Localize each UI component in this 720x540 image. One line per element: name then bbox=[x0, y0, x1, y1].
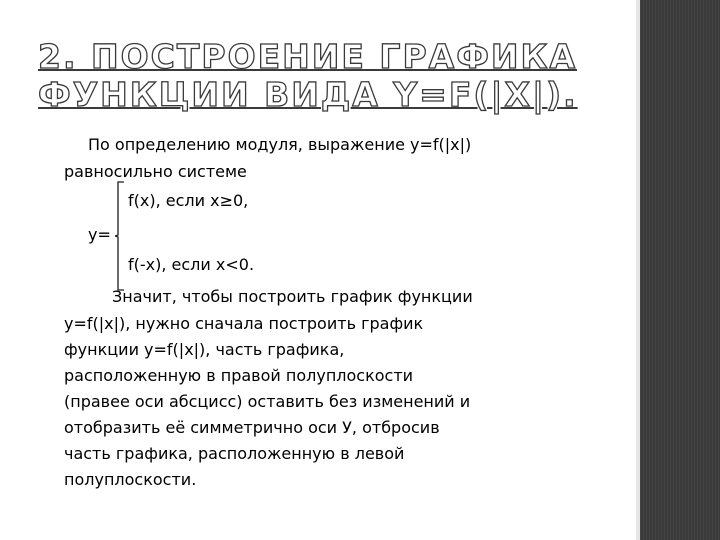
title-line-2: ФУНКЦИИ ВИДА Y=F(|X|). bbox=[38, 75, 578, 114]
paragraph2-line-4: расположенную в правой полуплоскости bbox=[64, 366, 414, 385]
paragraph2-line-3: функции y=f(|x|), часть графика, bbox=[64, 340, 345, 359]
paragraph2-line-2: y=f(|x|), нужно сначала построить график bbox=[64, 314, 424, 333]
system-case-2: f(-x), если x<0. bbox=[128, 255, 255, 274]
slide-title bbox=[38, 37, 578, 114]
paragraph1-line-2: равносильно системе bbox=[64, 162, 247, 181]
paragraph2-line-8: полуплоскости. bbox=[64, 470, 197, 489]
paragraph1-line-1: По определению модуля, выражение y=f(|x|) bbox=[88, 135, 472, 154]
system-lhs: y= bbox=[88, 225, 111, 244]
paragraph2-line-1: Значит, чтобы построить график функции bbox=[112, 287, 473, 306]
right-decorative-band bbox=[640, 0, 720, 540]
paragraph2-line-5: (правее оси абсцисс) оставить без изменений и bbox=[64, 392, 471, 411]
paragraph2-line-6: отобразить её симметрично оси У, отбросив bbox=[64, 418, 440, 437]
paragraph2-line-7: часть графика, расположенную в левой bbox=[64, 444, 405, 463]
system-brace bbox=[115, 181, 125, 291]
system-case-1: f(x), если x≥0, bbox=[128, 191, 249, 210]
title-line-1: 2. ПОСТРОЕНИЕ ГРАФИКА bbox=[38, 37, 578, 76]
